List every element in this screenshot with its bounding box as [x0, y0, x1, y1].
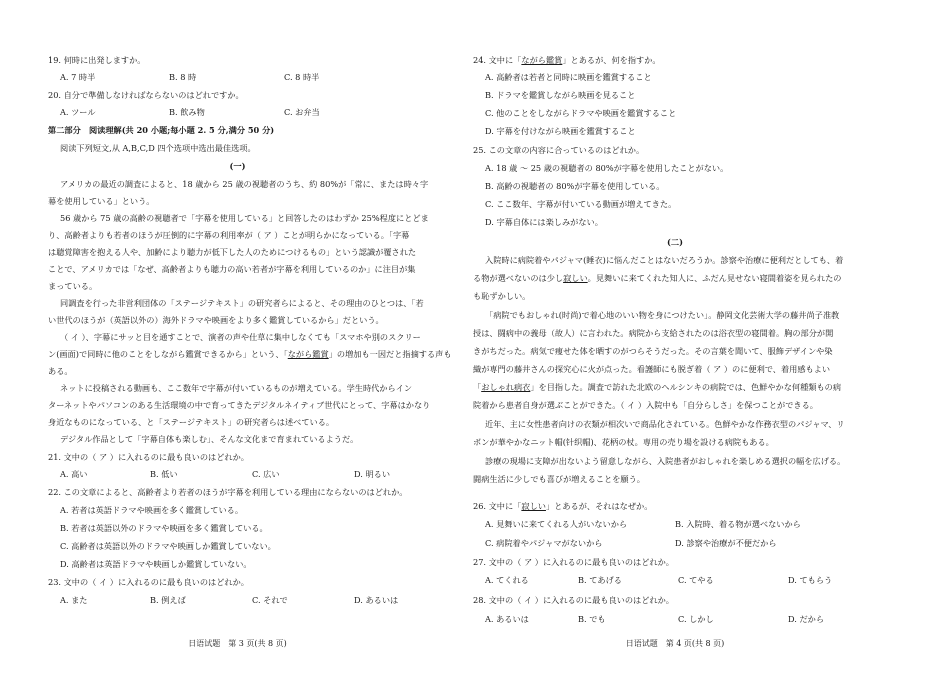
q25-stem: 25. この文章の内容に合っているのはどれか。	[473, 145, 645, 155]
passage2-line: きがちだった。病気で痩せた体を晒すのがつらそうだった。その言葉を聞いて、服飾デザインや染	[473, 346, 833, 356]
passage1-line: （ イ ）、字幕にサッと目を通すことで、演者の声や仕草に集中しなくても「スマホや別のスクリー	[60, 332, 421, 342]
passage2-line	[473, 437, 774, 448]
passage2-line	[473, 382, 841, 393]
q21-option-c: C. 広い	[252, 469, 280, 479]
q20-option-b: B. 飲み物	[169, 107, 205, 117]
passage2-line: 近年、主に女性患者向けの衣類が相次いで商品化されている。色鮮やかな作務衣型のパジャマ、リ	[485, 419, 845, 429]
q27-stem: 27. 文中の（ ア ）に入れるのに最も良いのはどれか。	[473, 557, 674, 567]
q28-option-a: A. あるいは	[485, 614, 529, 624]
right-page	[475, 0, 950, 688]
sabishii-underline: 寂しい	[563, 273, 588, 283]
passage1-line: まっている。	[48, 281, 98, 291]
passage1-line	[48, 349, 452, 360]
passage1-line: ターネットやパソコンのある生活環境の中で育ってきたデジタルネイティブ世代にとって、字幕はかなり	[48, 400, 431, 410]
q22-option-b: B. 若者は英語以外のドラマや映画を多く鑑賞している。	[60, 523, 268, 533]
q22-option-c: C. 高齢者は英語以外のドラマや映画しか鑑賞していない。	[60, 541, 276, 551]
passage1-line-tail: 」の増加も一因だと指摘する声も	[328, 349, 452, 359]
passage1-line: 同調査を行った非営利団体の「ステージテキスト」の研究者らによると、その理由のひとつは、「若	[60, 298, 424, 308]
passage1-line: デジタル作品として「字幕自体も楽しむ」、そんな文化まで育まれているようだ。	[60, 434, 359, 444]
q28-option-b: B. でも	[578, 614, 606, 624]
q24-stem-post: 」とあるが、何を指すか。	[562, 55, 661, 65]
passage2-line: 「病院でもおしゃれ(时尚)で着心地のいい物を身につけたい」。静岡文化芸術大学の藤井尚子准教	[485, 310, 840, 320]
passage1-line: り、高齢者よりも若者のほうが圧倒的に字幕の利用率が（ ア ）ことが明らかになっている。「字幕	[48, 230, 410, 240]
q22-stem: 22. この文章によると、高齢者より若者のほうが字幕を利用している理由にならないのはどれか。	[48, 487, 408, 497]
passage1-line: アメリカの最近の調査によると、18 歳から 25 歳の視聴者のうち、約 80%が「常に、または時々字	[60, 179, 429, 189]
q22-option-a: A. 若者は英語ドラマや映画を多く鑑賞している。	[60, 505, 244, 515]
q25-option-d: D. 字幕自体には楽しみがない。	[485, 217, 603, 227]
left-page-footer: 日语试题 第 3 页(共 8 页)	[188, 639, 287, 648]
passage2-line: 授は、闘病中の義母（故人）に言われた。病院から支給されたのは浴衣型の寝間着。胸の部分が開	[473, 328, 834, 338]
q24-option-d: D. 字幕を付けながら映画を鑑賞すること	[485, 126, 636, 136]
q26-option-a: A. 見舞いに来てくれる人がいないから	[485, 519, 628, 529]
passage1-line: は聴覚障害を抱える人や、加齢により聴力が低下した人のためにつけるもの」という認識が覆された	[48, 247, 417, 257]
passage1-line: ある。	[48, 366, 73, 376]
passage2-line: 織が専門の藤井さんの探究心に火が点った。看護師にも脱ぎ着（ ア ）のに便利で、着用感もよい	[473, 364, 831, 374]
q24-option-a: A. 高齢者は若者と同時に映画を鑑賞すること	[485, 72, 652, 82]
q20-stem: 20. 自分で準備しなければならないのはどれですか。	[48, 90, 244, 100]
q24-option-b: B. ドラマを鑑賞しながら映画を見ること	[485, 90, 636, 100]
passage1-line-text: ン(画面)で同時に他のことをしながら鑑賞できるから」という、「	[48, 349, 288, 359]
q23-option-c: C. それで	[252, 595, 288, 605]
passage2-line: 診療の現場に支障が出ないよう留意しながら、入院患者がおしゃれを楽しめる選択の幅を広げる。	[485, 456, 846, 466]
passage2-line-text: る物が選べないのは少し	[473, 273, 564, 283]
passage2-line-tail: 」を目指した。調査で訪れた北欧のヘルシンキの病院では、色鮮やかな何種類もの病	[530, 382, 842, 392]
q27-option-b: B. てあげる	[578, 575, 622, 585]
passage2-line-text: 「	[473, 382, 482, 392]
q28-option-d: D. だから	[788, 614, 825, 624]
q20-option-a: A. ツール	[60, 107, 96, 117]
q22-option-d: D. 高齢者は英語ドラマや映画しか鑑賞していない。	[60, 559, 252, 569]
oshare-byoui-underline: おしゃれ病衣	[481, 382, 531, 392]
section2-title: 第二部分 阅读理解(共 20 小题;每小题 2. 5 分,满分 50 分)	[48, 125, 275, 135]
q24-option-c: C. 他のことをしながらドラマや映画を鑑賞すること	[485, 108, 677, 118]
q26-stem	[473, 501, 652, 512]
passage2-line: 院着から患者自身が選ぶことができた。（ イ ）入院中も「自分らしさ」を保つことができる。	[473, 400, 818, 410]
q25-option-c: C. ここ数年、字幕が付いている動画が増えてきた。	[485, 199, 677, 209]
passage1-line: ことで、アメリカでは「なぜ、高齢者よりも聴力の高い若者が字幕を利用しているのか」に注目が集	[48, 264, 416, 274]
q23-option-a: A. また	[60, 595, 88, 605]
q23-option-d: D. あるいは	[354, 595, 399, 605]
q27-option-a: A. てくれる	[485, 575, 529, 585]
q19-option-b: B. 8 時	[169, 72, 197, 82]
q19-option-c: C. 8 時半	[284, 72, 320, 82]
q24-underline: ながら鑑賞	[521, 55, 563, 65]
q25-option-a: A. 18 歳 ～ 25 歳の視聴者の 80%が字幕を使用したことがない。	[485, 163, 729, 173]
q26-stem-post: 」とあるが、それはなぜか。	[545, 501, 653, 511]
q25-option-b: B. 高齢の視聴者の 80%が字幕を使用している。	[485, 181, 665, 191]
passage1-marker: (一)	[229, 161, 246, 171]
passage2-line: 闘病生活に少しでも喜びが増えることを願う。	[473, 474, 645, 484]
q26-underline: 寂しい	[521, 501, 546, 511]
q26-stem-pre: 26. 文中に「	[473, 501, 522, 511]
q28-stem: 28. 文中の（ イ ）に入れるのに最も良いのはどれか。	[473, 595, 674, 605]
q24-stem	[473, 55, 661, 66]
passage1-line: 幕を使用している」という。	[48, 196, 155, 206]
q24-stem-pre: 24. 文中に「	[473, 55, 522, 65]
passage2-line: 入院時に病院着やパジャマ(睡衣)に悩んだことはないだろうか。診察や治療に便利だとしても、着	[485, 255, 844, 265]
q21-option-b: B. 低い	[150, 469, 178, 479]
q27-option-d: D. てもらう	[788, 575, 833, 585]
q23-stem: 23. 文中の（ イ ）に入れるのに最も良いのはどれか。	[48, 577, 249, 587]
q26-option-c: C. 病院着やパジャマがないから	[485, 538, 603, 548]
passage2-marker: (二)	[667, 237, 683, 247]
instruction: 阅读下列短文,从 A,B,C,D 四个选项中选出最佳选项。	[60, 143, 256, 153]
passage1-line: い世代のほうが（英語以外の）海外ドラマや映画をより多く鑑賞しているから」だという。	[48, 315, 384, 325]
passage2-line-text: ボンが華やかなニット帽(针织帽)、花柄の杖。	[473, 437, 643, 447]
passage1-line: 56 歳から 75 歳の高齢の視聴者で「字幕を使用している」と回答したのはわずか 25%程度にとどま	[60, 213, 429, 223]
q21-option-d: D. 明るい	[354, 469, 391, 479]
passage2-line-tail: 専用の売り場を設ける病院もある。	[642, 437, 774, 447]
q19-option-a: A. 7 時半	[60, 72, 96, 82]
q21-stem: 21. 文中の（ ア ）に入れるのに最も良いのはどれか。	[48, 452, 249, 462]
q23-option-b: B. 例えば	[150, 595, 186, 605]
q20-option-c: C. お弁当	[284, 107, 320, 117]
q27-option-c: C. てやる	[678, 575, 714, 585]
passage1-line: 身近なものになっている、と「ステージテキスト」の研究者らは述べている。	[48, 417, 335, 427]
right-page-footer: 日语试题 第 4 页(共 8 页)	[625, 639, 725, 648]
nagara-underline: ながら鑑賞	[287, 349, 329, 359]
q19-stem: 19. 何時に出発しますか。	[48, 55, 146, 65]
passage2-line-tail: 。見舞いに来てくれた知人に、ふだん見せない寝間着姿を見られたの	[587, 273, 842, 283]
passage2-line	[473, 273, 841, 284]
q21-option-a: A. 高い	[60, 469, 88, 479]
q26-option-d: D. 診察や治療が不便だから	[675, 538, 777, 548]
passage2-line: も恥ずかしい。	[473, 291, 531, 301]
q28-option-c: C. しかし	[678, 614, 714, 624]
passage1-line: ネットに投稿される動画も、ここ数年で字幕が付いているものが増えている。学生時代からイン	[60, 383, 413, 393]
q26-option-b: B. 入院時、着る物が選べないから	[675, 519, 801, 529]
